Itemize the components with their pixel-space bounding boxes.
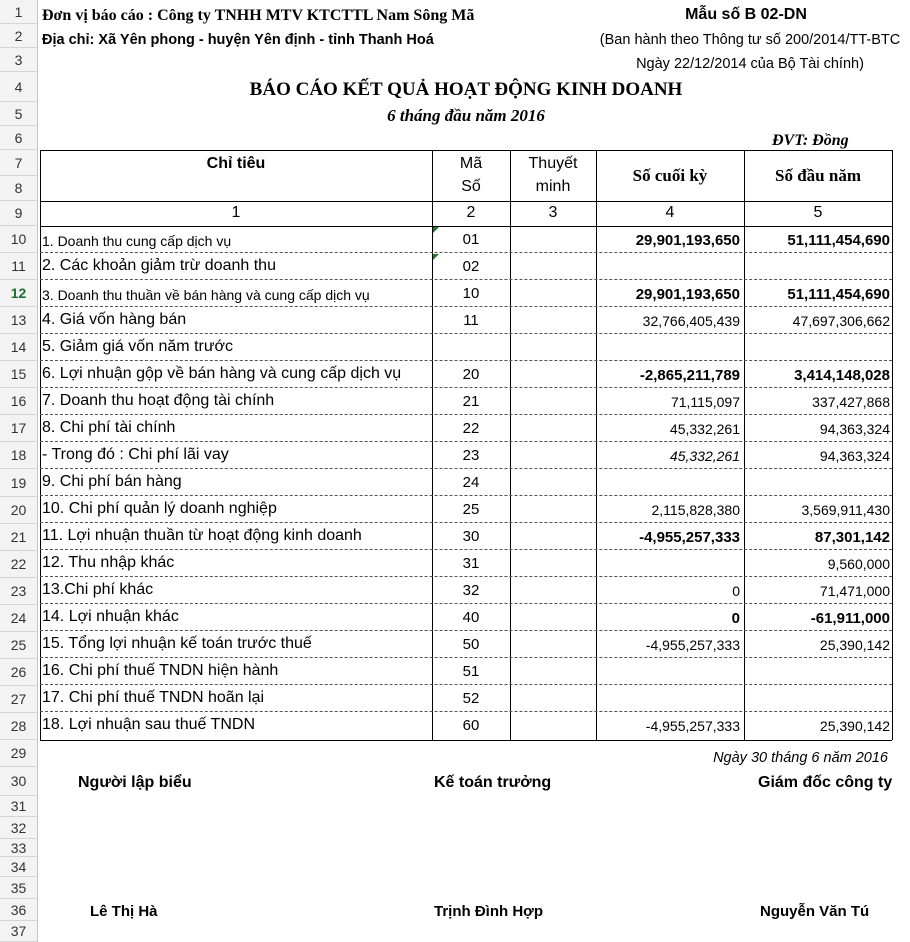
row-number[interactable]: 1 [14,4,23,20]
row-number[interactable]: 29 [10,745,27,761]
report-title: BÁO CÁO KẾT QUẢ HOẠT ĐỘNG KINH DOANH [249,79,683,100]
row-dashed-divider [40,252,892,253]
row-number[interactable]: 2 [14,28,23,44]
signing-date: Ngày 30 tháng 6 năm 2016 [713,750,888,766]
row-label: 11. Lợi nhuận thuần từ hoạt động kinh doanh [42,527,362,544]
row-start-value: 47,697,306,662 [792,313,890,329]
director-name: Nguyễn Văn Tú [760,903,870,920]
address: Địa chỉ: Xã Yên phong - huyện Yên định - tỉnh Thanh Hoá [42,32,434,48]
row-number[interactable]: 15 [10,366,27,382]
row-number[interactable]: 10 [10,231,27,247]
body-top-border [40,226,892,227]
row-dashed-divider [40,630,892,631]
row-start-value: 94,363,324 [819,448,890,464]
row-label: 5. Giảm giá vốn năm trước [42,338,234,355]
row-code: 31 [462,555,480,572]
row-number[interactable]: 7 [14,155,23,171]
row-number[interactable]: 11 [11,258,26,274]
row-label: 6. Lợi nhuận gộp về bán hàng và cung cấp dịch vụ [42,365,402,382]
col-border [40,150,41,740]
row-end-value: 29,901,193,650 [635,286,740,303]
row-code: 50 [462,636,480,653]
row-dashed-divider [40,657,892,658]
row-start-value: 51,111,454,690 [787,232,890,249]
row-number[interactable]: 34 [10,859,27,875]
row-number[interactable]: 37 [10,923,27,939]
reporting-unit: Đơn vị báo cáo : Công ty TNHH MTV KTCTTL Nam Sông Mã [42,7,475,24]
table-bottom-border [40,740,892,741]
table-top-border [40,150,892,151]
row-dashed-divider [40,495,892,496]
row-start-value: 87,301,142 [814,529,890,546]
row-dashed-divider [40,684,892,685]
row-label: 18. Lợi nhuận sau thuế TNDN [42,716,255,733]
row-label: 15. Tổng lợi nhuận kế toán trước thuế [42,635,312,652]
row-label: - Trong đó : Chi phí lãi vay [42,446,229,463]
row-label: 10. Chi phí quản lý doanh nghiệp [42,500,277,517]
row-code: 30 [462,528,480,545]
row-start-value: 9,560,000 [827,556,890,572]
col-border [892,150,893,740]
accountant-title: Kế toán trưởng [434,774,552,791]
row-number[interactable]: 26 [10,664,27,680]
row-number[interactable]: 31 [10,798,27,814]
row-number[interactable]: 3 [14,52,23,68]
row-dashed-divider [40,603,892,604]
row-end-value: -4,955,257,333 [645,637,740,653]
row-number[interactable]: 22 [10,556,27,572]
row-code: 25 [462,501,480,518]
row-start-value: 51,111,454,690 [787,286,890,303]
row-code: 51 [462,663,480,680]
row-number[interactable]: 18 [10,447,27,463]
row-code: 24 [462,474,480,491]
row-label: 1. Doanh thu cung cấp dịch vụ [42,233,232,249]
row-start-value: 3,414,148,028 [794,367,890,384]
col-note-line2: minh [535,178,571,195]
row-number[interactable]: 33 [10,840,27,856]
row-start-value: 25,390,142 [819,637,890,653]
row-dashed-divider [40,522,892,523]
issued-by: (Ban hành theo Thông tư số 200/2014/TT-BTC [599,32,901,48]
row-dashed-divider [40,306,892,307]
row-number[interactable]: 20 [10,502,27,518]
cell-comment-marker [433,227,439,233]
row-number[interactable]: 35 [10,880,27,896]
row-start-value: 25,390,142 [819,718,890,734]
form-number: Mẫu số B 02-DN [685,6,807,23]
row-dashed-divider [40,441,892,442]
row-number[interactable]: 14 [10,339,27,355]
row-number[interactable]: 16 [10,393,27,409]
row-start-value: 3,569,911,430 [801,502,890,518]
issued-date: Ngày 22/12/2014 của Bộ Tài chính) [636,56,864,72]
col-code-line2: Số [461,178,481,195]
row-label: 2. Các khoản giảm trừ doanh thu [42,257,276,274]
cell-comment-marker [433,254,439,260]
row-label: 3. Doanh thu thuần về bán hàng và cung cấp dịch vụ [42,287,370,303]
row-start-value: 94,363,324 [819,421,890,437]
row-end-value: 45,332,261 [669,421,740,437]
row-dashed-divider [40,711,892,712]
row-dashed-divider [40,576,892,577]
col-code-line1: Mã [459,155,483,172]
row-label: 17. Chi phí thuế TNDN hoãn lại [42,689,265,706]
col-num-1: 1 [231,204,241,221]
row-number[interactable]: 23 [10,583,27,599]
row-number[interactable]: 13 [10,312,27,328]
col-num-4: 4 [665,204,675,221]
row-code: 01 [462,231,480,248]
col-note-line1: Thuyết [528,155,578,172]
col-num-2: 2 [466,204,476,221]
row-end-value: -2,865,211,789 [639,367,740,384]
row-code: 10 [462,285,480,302]
row-number[interactable]: 17 [10,420,27,436]
row-number[interactable]: 19 [10,475,27,491]
row-label: 9. Chi phí bán hàng [42,473,182,490]
row-start-value: -61,911,000 [810,610,890,627]
row-number[interactable]: 36 [10,902,27,918]
preparer-name: Lê Thị Hà [90,903,158,920]
row-label: 8. Chi phí tài chính [42,419,176,436]
row-dashed-divider [40,333,892,334]
row-label: 12. Thu nhập khác [42,554,175,571]
row-end-value: -4,955,257,333 [645,718,740,734]
row-dashed-divider [40,279,892,280]
currency-unit: ĐVT: Đồng [772,132,849,149]
col-num-3: 3 [548,204,558,221]
row-number[interactable]: 12 [10,285,27,301]
row-label: 14. Lợi nhuận khác [42,608,179,625]
row-number[interactable]: 27 [10,691,27,707]
row-number[interactable]: 25 [10,637,27,653]
row-number[interactable]: 30 [10,773,27,789]
row-number[interactable]: 9 [14,205,23,221]
row-dashed-divider [40,468,892,469]
row-start-value: 71,471,000 [819,583,890,599]
director-title: Giám đốc công ty [758,774,893,791]
row-number[interactable]: 4 [14,79,23,95]
row-end-value: 32,766,405,439 [642,313,740,329]
row-number[interactable]: 32 [10,820,27,836]
row-code: 20 [462,366,480,383]
row-code: 22 [462,420,480,437]
row-code: 60 [462,717,480,734]
row-end-value: 0 [732,583,740,599]
row-number[interactable]: 24 [10,610,27,626]
header-divider [40,201,892,202]
row-number[interactable]: 6 [14,130,23,146]
row-number[interactable]: 8 [14,180,23,196]
row-code: 32 [462,582,480,599]
row-end-value: -4,955,257,333 [639,529,740,546]
row-end-value: 71,115,097 [670,394,740,410]
row-code: 02 [462,258,480,275]
row-number[interactable]: 28 [10,718,27,734]
accountant-name: Trịnh Đình Hợp [434,903,543,920]
row-end-value: 29,901,193,650 [635,232,740,249]
row-label: 13.Chi phí khác [42,581,154,598]
row-code: 11 [463,312,479,329]
row-code: 52 [462,690,480,707]
row-code: 23 [462,447,480,464]
col-num-5: 5 [813,204,823,221]
row-dashed-divider [40,549,892,550]
row-end-value: 45,332,261 [669,448,740,464]
row-dashed-divider [40,387,892,388]
row-label: 16. Chi phí thuế TNDN hiện hành [42,662,279,679]
row-label: 7. Doanh thu hoạt động tài chính [42,392,275,409]
col-indicator: Chỉ tiêu [206,155,266,172]
row-number[interactable]: 5 [14,106,23,122]
col-end-period: Số cuối kỳ [632,166,708,185]
preparer-title: Người lập biểu [78,774,192,791]
row-code: 40 [462,609,480,626]
row-end-value: 2,115,828,380 [651,502,740,518]
row-end-value: 0 [731,610,740,627]
col-border [510,150,511,740]
row-code: 21 [462,393,480,410]
row-number[interactable]: 21 [10,529,27,545]
col-start-year: Số đầu năm [775,166,861,185]
row-label: 4. Giá vốn hàng bán [42,311,187,328]
row-dashed-divider [40,414,892,415]
row-start-value: 337,427,868 [812,394,890,410]
report-period: 6 tháng đầu năm 2016 [387,106,545,125]
row-dashed-divider [40,360,892,361]
